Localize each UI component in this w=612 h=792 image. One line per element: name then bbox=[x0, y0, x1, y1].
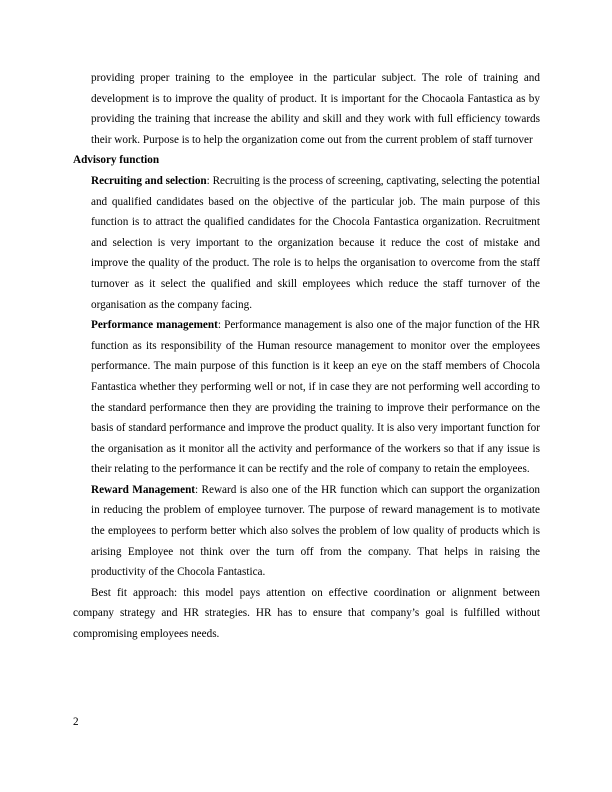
recruiting-text: : Recruiting is the process of screening, captivating, selecting the potential and qualified candidates based on the objective of the particular job. The main purpose of this function is to attract the qualified candidates for the Chocola Fantastica organization. Recruitment and selection is very important to the organization because it reduce the cost of mistake and improve the quality of the product. The role is to helps the organisation to overcome from the staff turnover as it select the qualified and skill employees which reduce the staff turnover of the organisation as the company facing. bbox=[91, 174, 540, 311]
performance-label: Performance management bbox=[91, 319, 218, 332]
page-number: 2 bbox=[73, 716, 79, 728]
reward-label: Reward Management bbox=[91, 483, 196, 496]
intro-paragraph: providing proper training to the employee in the particular subject. The role of training and development is to improve the quality of product. It is important for the Chocaola Fantastica as by providing the training that increase the ability and skill and they work with full efficiency towards their work. Purpose is to help the organization come out from the current problem of staff turnover bbox=[91, 72, 540, 146]
performance-text: : Performance management is also one of the major function of the HR function as its responsibility of the Human resource management to monitor over the employees performance. The main purpose of this function is it keep an eye on the staff members of Chocola Fantastica whether they performing well or not, if in case they are not performing well according to the standard performance then they are providing the training to improve their performance on the basis of standard performance and improve the product quality. It is also very important function for the organisation as it monitor all the activity and performance of the workers so that if any issue is their relating to the performance it can be rectify and the role of company to retain the employees. bbox=[91, 319, 540, 476]
reward-paragraph bbox=[73, 480, 540, 583]
reward-text: : Reward is also one of the HR function which can support the organization in reducing the problem of employee turnover. The purpose of reward management is to motivate the employees to perform better which also solves the problem of low quality of products which is arising Employee not think over the turn off from the company. That helps in raising the productivity of the Chocola Fantastica. bbox=[91, 483, 541, 579]
recruiting-label: Recruiting and selection bbox=[91, 174, 207, 187]
advisory-function-heading: Advisory function bbox=[73, 154, 160, 167]
best-fit-paragraph: Best fit approach: this model pays attention on effective coordination or alignment between company strategy and HR strategies. HR has to ensure that company’s goal is fulfilled without compromising employees needs. bbox=[73, 586, 540, 641]
performance-paragraph bbox=[73, 315, 540, 480]
recruiting-paragraph bbox=[73, 171, 540, 315]
page-body bbox=[73, 68, 540, 645]
